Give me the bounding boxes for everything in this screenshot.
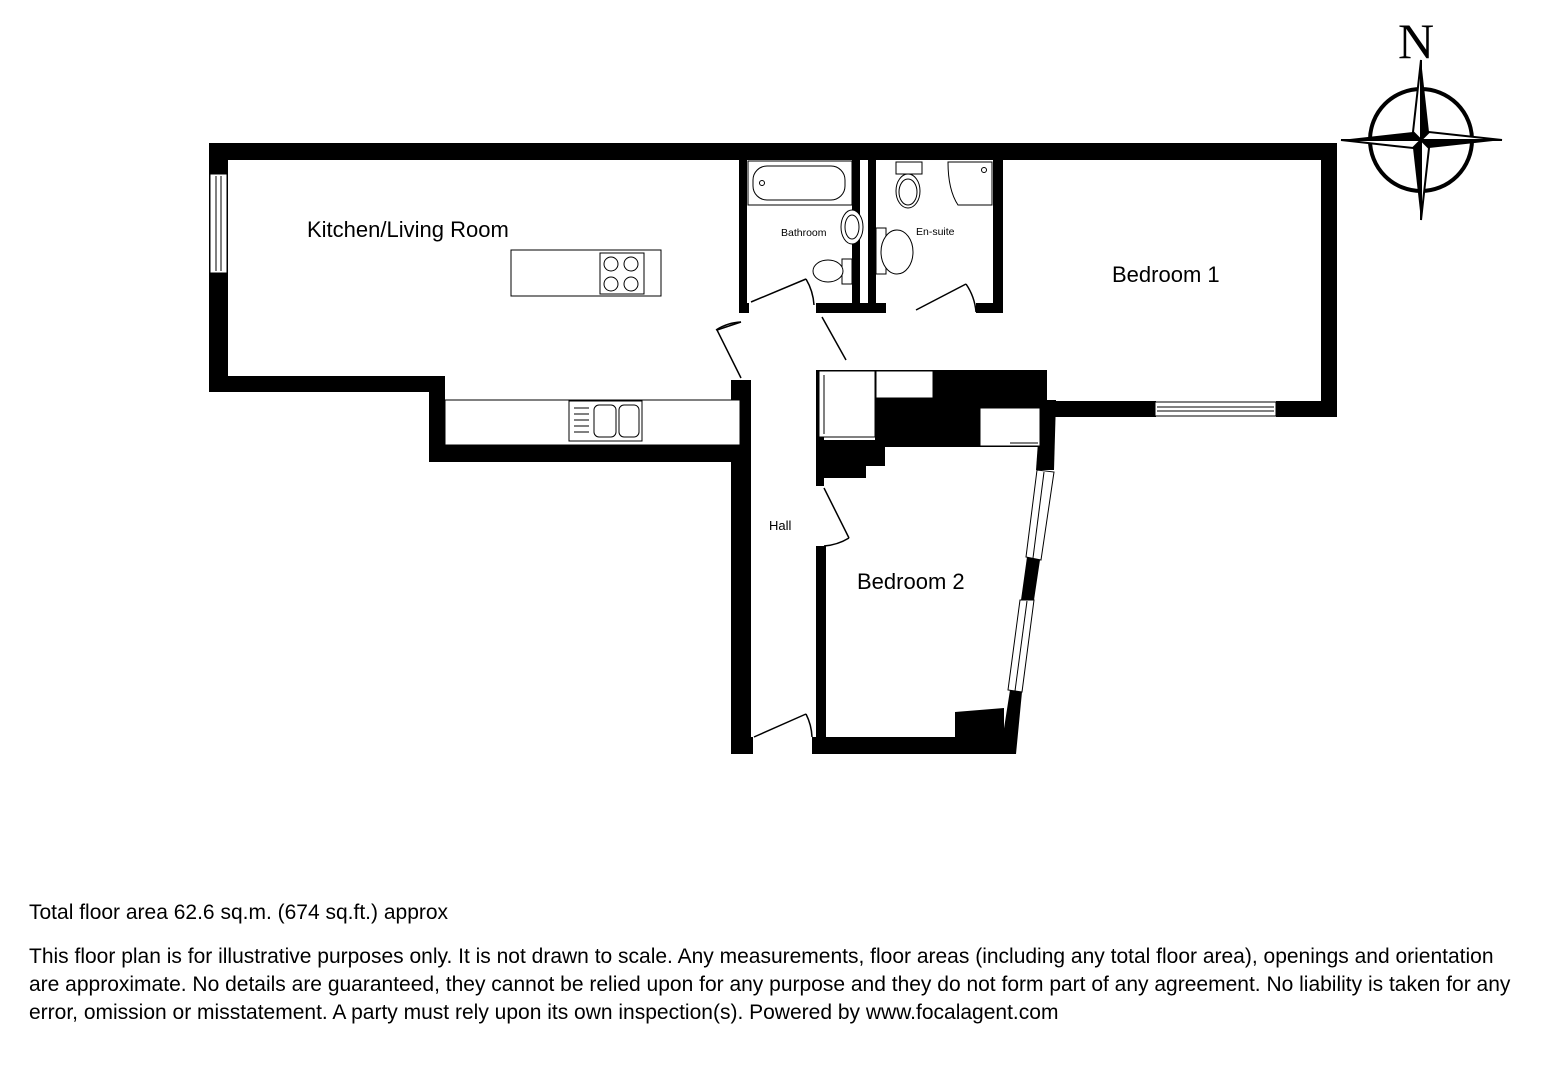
toilet-icon bbox=[813, 260, 843, 282]
compass-north-label: N bbox=[1398, 13, 1435, 69]
room-label-bedroom-1: Bedroom 1 bbox=[1112, 262, 1220, 287]
room-label-bathroom: Bathroom bbox=[781, 227, 827, 239]
room-label-hall: Hall bbox=[769, 518, 792, 533]
compass-rose-icon bbox=[1341, 13, 1502, 220]
disclaimer-text: This floor plan is for illustrative purposes only. It is not drawn to scale. Any measurements, floor areas (including any total floor area), openings and orientation are approximate. No details are guaranteed, they cannot be relied upon for any purpose and they do not form part of any agreement. No liability is taken for any error, omission or misstatement. A party must rely upon its own inspection(s). Powered by www.focalagent.com bbox=[29, 945, 1511, 1024]
room-label-kitchen-living: Kitchen/Living Room bbox=[307, 217, 509, 242]
total-floor-area: Total floor area 62.6 sq.m. (674 sq.ft.) approx bbox=[29, 901, 449, 924]
doors bbox=[716, 279, 976, 737]
room-label-ensuite: En-suite bbox=[916, 226, 955, 238]
room-label-bedroom-2: Bedroom 2 bbox=[857, 569, 965, 594]
basin-icon bbox=[881, 230, 913, 274]
